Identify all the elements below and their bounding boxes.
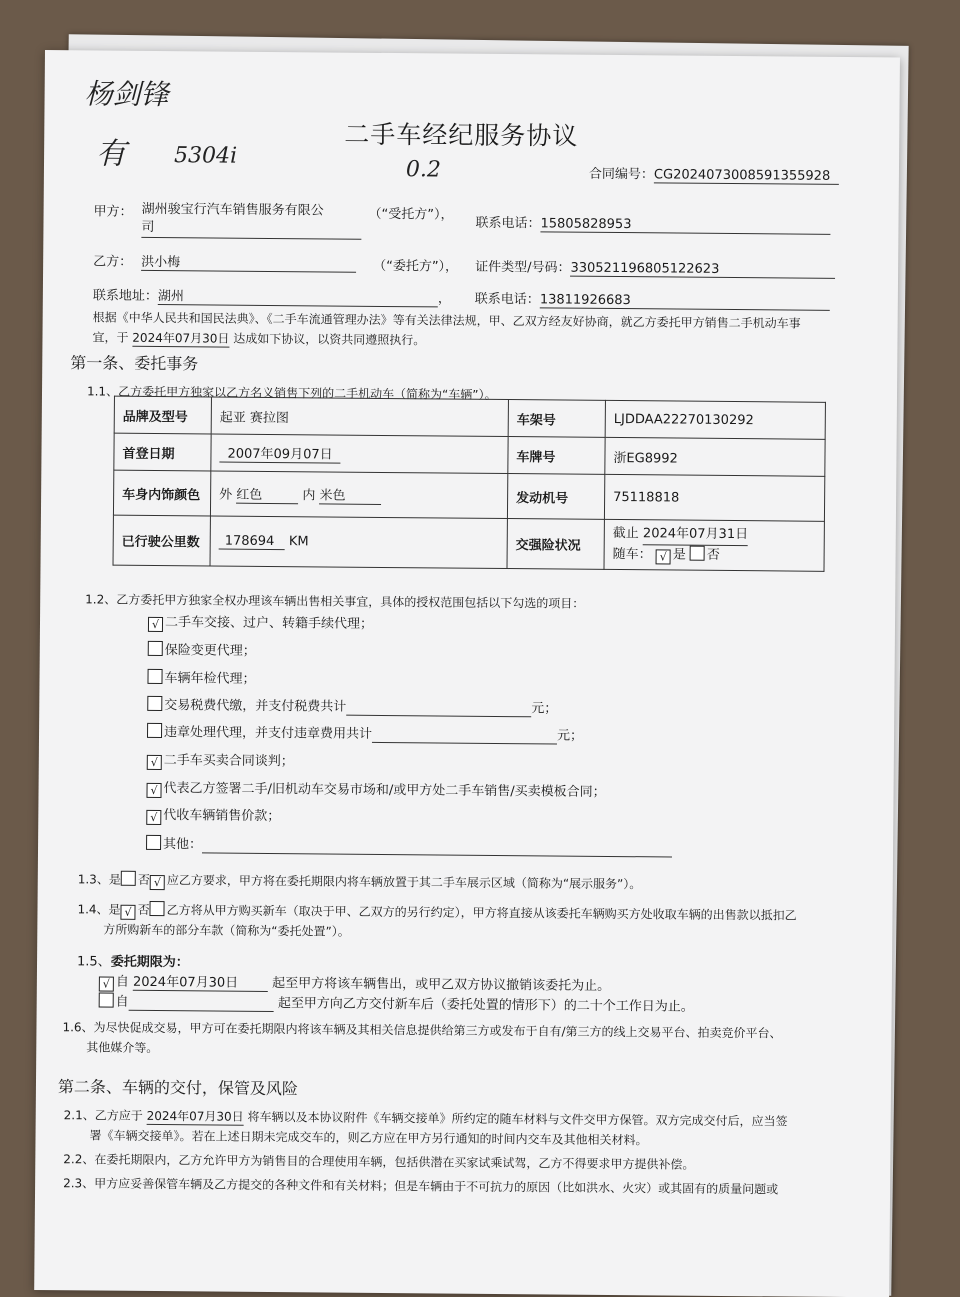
engine-value: 75118818 — [604, 474, 824, 521]
vehicle-table — [113, 396, 826, 572]
party-a-role: （“受托方”）， — [368, 206, 454, 223]
option-negotiation[interactable]: √ 二手车买卖合同谈判； — [147, 749, 294, 771]
party-b-address: 联系地址：湖州 ， — [93, 284, 451, 307]
vin-value: LJDDAA22270130292 — [605, 400, 825, 439]
handwritten-note: 0.2 — [405, 157, 442, 183]
party-a-phone: 联系电话：15805828953 — [475, 212, 830, 235]
dispose-yes-checkbox[interactable]: √ — [121, 905, 136, 920]
table-row — [114, 396, 825, 439]
option-insurance[interactable]: 保险变更代理； — [148, 639, 256, 659]
handwritten-name: 杨剑锋 — [84, 77, 169, 112]
contract-number: 合同编号：CG2024073008591355928 — [589, 163, 839, 185]
table-row — [113, 470, 824, 521]
section1-title: 第一条、委托事务 — [70, 353, 199, 374]
clause-1-5: 1.5、委托期限为： — [76, 954, 189, 971]
reg-date-value: 2007年09月07日 — [211, 434, 508, 474]
clause-1-2: 1.2、乙方委托甲方独家全权办理该车辆出售相关事宜，具体的授权范围包括以下勾选的项目： — [85, 592, 585, 611]
option-tax[interactable]: 交易税费代缴，并支付税费共计 元； — [147, 694, 557, 718]
table-row — [113, 515, 824, 571]
handwritten-code: 5304i — [173, 143, 238, 169]
show-no-checkbox[interactable]: √ — [150, 875, 165, 890]
page-title: 二手车经纪服务协议 — [344, 119, 579, 151]
insurance-value: 截止 2024年07月31日 随车： √ 是 否 — [604, 519, 824, 571]
table-row — [114, 433, 825, 476]
preamble-line1: 根据《中华人民共和国民法典》、《二手车流通管理办法》等有关法律法规，甲、乙双方经友好协商，就乙方委托甲方销售二手机动车事 — [92, 310, 801, 331]
clause-1-4-line2: 方所购新车的部分车款（简称为“委托处置”）。 — [103, 922, 350, 939]
dispose-no-checkbox[interactable] — [150, 901, 165, 916]
clause-2-3: 2.3、甲方应妥善保管车辆及乙方提交的各种文件和有关材料；但是车辆由于不可抗力的原因（比如洪水、火灾）或其固有的质量问题或 — [63, 1176, 779, 1197]
insurance-label: 交强险状况 — [507, 519, 604, 570]
party-a-name: 湖州骏宝行汽车销售服务有限公 司 — [141, 201, 361, 240]
clause-2-1: 2.1、乙方应于 2024年07月30日 将车辆以及本协议附件《车辆交接单》所约定的随车材料与文件交甲方保管。双方完成交付后，应当签 — [63, 1108, 788, 1129]
clause-1-6-line2: 其他媒介等。 — [86, 1040, 159, 1056]
party-b-label: 乙方： — [93, 254, 133, 270]
term-option-1[interactable]: √ 自 2024年07月30日 起至甲方将该车辆售出，或甲乙双方协议撤销该委托为止。 — [99, 971, 610, 996]
clause-1-1: 1.1、乙方委托甲方独家以乙方名义销售下列的二手机动车（简称为“车辆”）。 — [86, 384, 497, 402]
color-value: 外 红色 内 米色 — [210, 471, 507, 519]
km-label: 已行驶公里数 — [113, 515, 210, 566]
contract-page — [34, 50, 900, 1297]
option-sign-contract[interactable]: √ 代表乙方签署二手/旧机动车交易市场和/或甲方处二手车销售/买卖模板合同； — [146, 777, 605, 802]
show-yes-checkbox[interactable] — [121, 871, 136, 886]
plate-label: 车牌号 — [508, 437, 605, 475]
option-inspection[interactable]: 车辆年检代理； — [147, 667, 255, 687]
preamble-line2: 宜，于 2024年07月30日 达成如下协议，以资共同遵照执行。 — [92, 330, 426, 348]
insurance-yes-checkbox[interactable]: √ — [656, 549, 671, 564]
clause-2-1-line2: 署《车辆交接单》。若在上述日期未完成交车的，则乙方应在甲方另行通知的时间内交车及其他相关材料。 — [89, 1128, 648, 1148]
party-b-role: （“委托方”）， — [373, 258, 459, 275]
vin-label: 车架号 — [508, 400, 605, 438]
party-b-name: 洪小梅 — [141, 251, 356, 273]
option-violation[interactable]: 违章处理代理，并支付违章费用共计 元； — [147, 721, 583, 745]
clause-1-4: 1.4、是 √ 否 乙方将从甲方购买新车（取决于甲、乙双方的另行约定），甲方将直接从该委托车辆购买方处收取车辆的出售款以抵扣乙 — [77, 902, 797, 923]
brand-value: 起亚 赛拉图 — [211, 397, 508, 437]
color-label: 车身内饰颜色 — [113, 470, 210, 516]
option-collect-payment[interactable]: √ 代收车辆销售价款； — [146, 804, 280, 826]
term-option-2[interactable]: 自 起至甲方向乙方交付新车后（委托处置的情形下）的二十个工作日为止。 — [99, 991, 694, 1016]
engine-label: 发动机号 — [507, 474, 604, 520]
party-b-phone: 联系电话：13811926683 — [475, 288, 830, 311]
section2-title: 第二条、车辆的交付，保管及风险 — [57, 1077, 299, 1099]
handwritten-mark: 有 — [95, 136, 127, 172]
option-transfer[interactable]: √ 二手车交接、过户、转籍手续代理； — [148, 611, 373, 634]
clause-1-6: 1.6、为尽快促成交易，甲方可在委托期限内将该车辆及其相关信息提供给第三方或发布于自有/第三方的线上交易平台、拍卖竞价平台、 — [62, 1020, 782, 1041]
insurance-no-checkbox[interactable] — [690, 546, 705, 561]
plate-value: 浙EG8992 — [605, 437, 825, 476]
party-b-id: 证件类型/号码：330521196805122623 — [475, 256, 836, 279]
clause-1-3: 1.3、是 否 √ 应乙方要求，甲方将在委托期限内将车辆放置于其二手车展示区域（简称为“展示服务”）。 — [77, 872, 642, 892]
option-other[interactable]: 其他： — [146, 833, 672, 858]
km-value: 178694 KM — [210, 516, 507, 569]
brand-label: 品牌及型号 — [114, 396, 211, 434]
party-a-label: 甲方： — [93, 204, 133, 220]
reg-date-label: 首登日期 — [114, 433, 211, 471]
clause-2-2: 2.2、在委托期限内，乙方允许甲方为销售目的合理使用车辆，包括供潜在买家试乘试驾，乙方不得要求甲方提供补偿。 — [63, 1152, 695, 1172]
